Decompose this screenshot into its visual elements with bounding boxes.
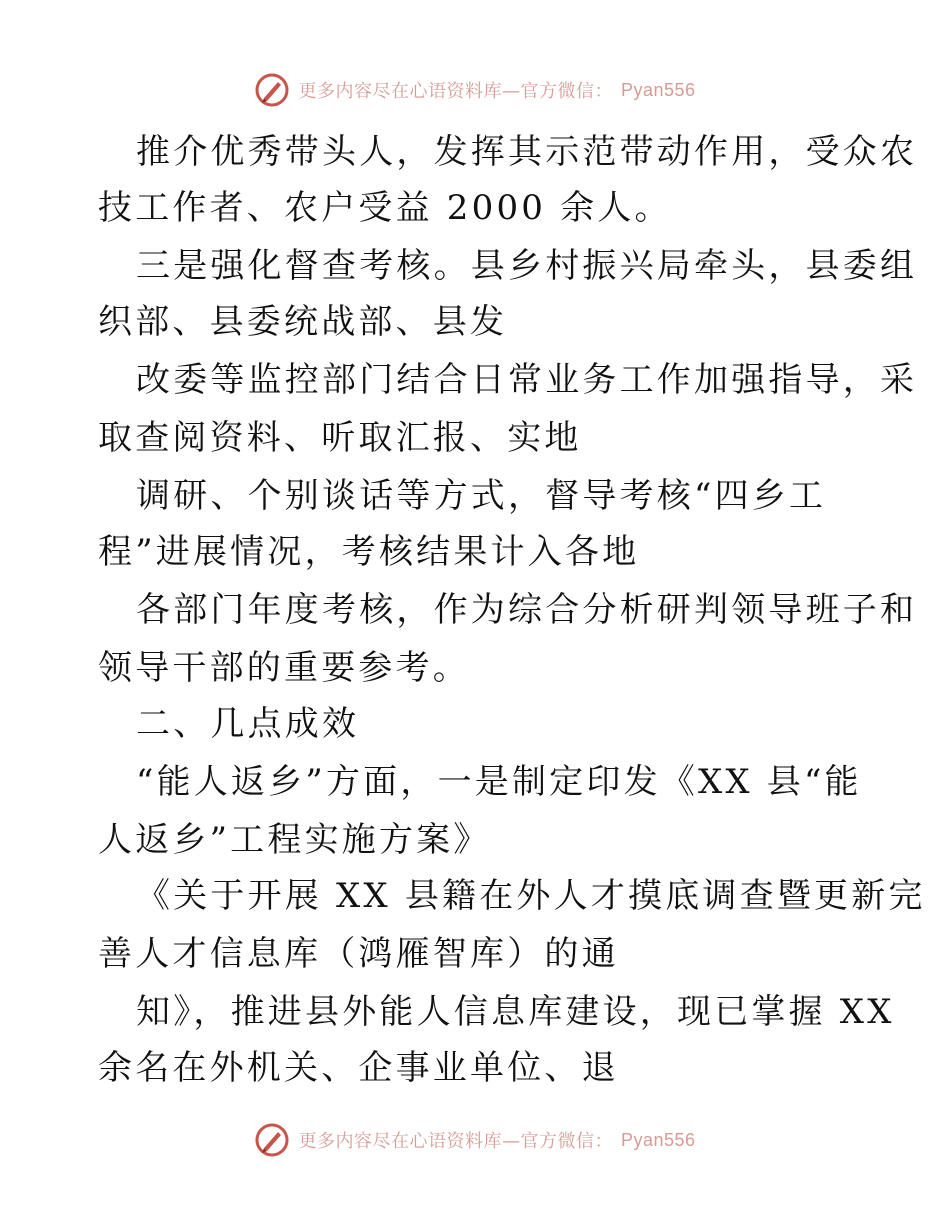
body-line: 技工作者、农户受益 2000 余人。 — [98, 188, 672, 228]
section-heading: 二、几点成效 — [136, 704, 360, 744]
body-line: 善人才信息库（鸿雁智库）的通 — [98, 934, 619, 974]
body-line: 取查阅资料、听取汇报、实地 — [98, 418, 582, 458]
body-line: 调研、个别谈话等方式，督导考核“四乡工 — [136, 476, 827, 516]
body-line: 改委等监控部门结合日常业务工作加强指导，采 — [136, 360, 918, 400]
body-line: 各部门年度考核，作为综合分析研判领导班子和 — [136, 590, 918, 630]
body-line: 领导干部的重要参考。 — [98, 648, 470, 688]
pen-logo-icon — [254, 1122, 290, 1158]
watermark-text: 更多内容尽在心语资料库—官方微信： — [298, 1131, 613, 1152]
body-line: 知》，推进县外能人信息库建设，现已掌握 XX — [136, 992, 895, 1032]
body-line: 程”进展情况，考核结果计入各地 — [98, 532, 640, 572]
watermark-handle: Pyan556 — [620, 79, 696, 100]
watermark-handle: Pyan556 — [620, 1129, 696, 1150]
body-line: 织部、县委统战部、县发 — [98, 302, 508, 342]
body-line: 《关于开展 XX 县籍在外人才摸底调查暨更新完 — [136, 876, 926, 916]
pen-logo-icon — [254, 72, 290, 108]
watermark-footer — [0, 1120, 950, 1160]
watermark-header — [0, 70, 950, 110]
body-line: 三是强化督查考核。县乡村振兴局牵头，县委组 — [136, 246, 918, 286]
body-line: 人返乡”工程实施方案》 — [98, 820, 491, 860]
body-line: 推介优秀带头人，发挥其示范带动作用，受众农 — [136, 132, 918, 172]
watermark-text: 更多内容尽在心语资料库—官方微信： — [298, 81, 613, 102]
body-line: “能人返乡”方面，一是制定印发《XX 县“能 — [136, 762, 862, 802]
body-line: 余名在外机关、企事业单位、退 — [98, 1048, 619, 1088]
